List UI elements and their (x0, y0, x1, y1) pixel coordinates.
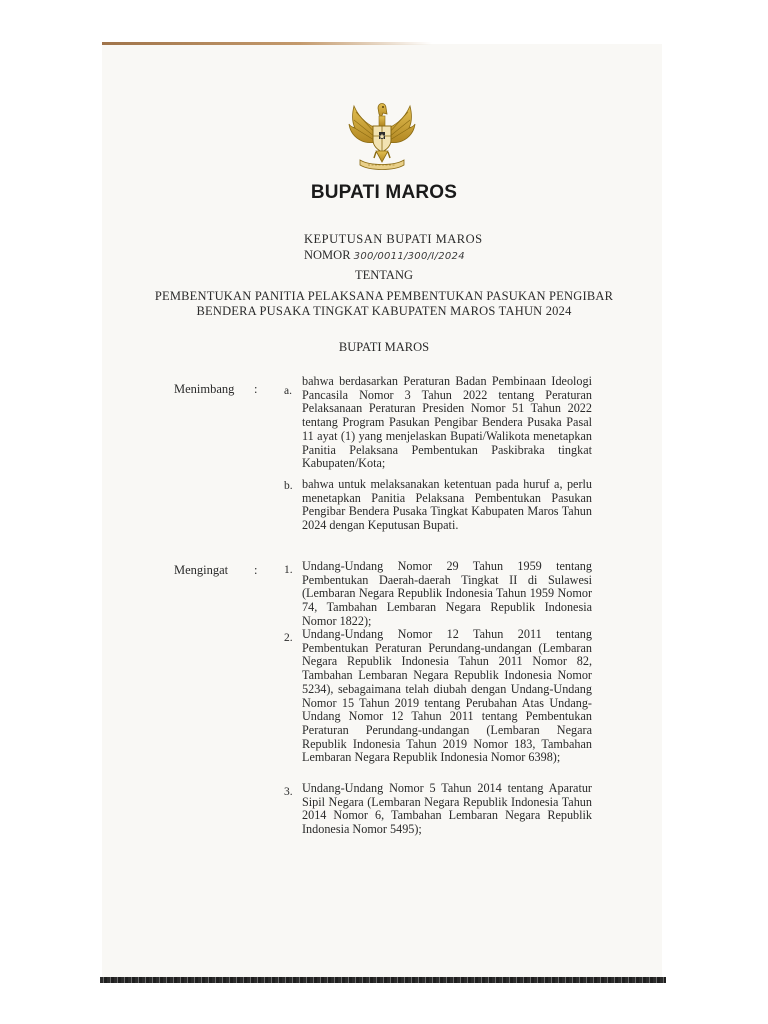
mengingat-colon: : (254, 563, 258, 577)
garuda-pancasila-emblem-icon (346, 96, 418, 178)
list-item: Undang-Undang Nomor 5 Tahun 2014 tentang Aparatur Sipil Negara (Lembaran Negara Republik Indonesia Tahun 2014 Nomor 6, Tambahan Lembaran Negara Republik Indonesia Nomor 5495); (302, 781, 592, 837)
menimbang-colon: : (254, 382, 258, 396)
subject-line: PEMBENTUKAN PANITIA PELAKSANA PEMBENTUKAN PASUKAN PENGIBAR (154, 289, 614, 303)
list-item-marker: a. (284, 385, 292, 397)
list-item: Undang-Undang Nomor 29 Tahun 1959 tentang Pembentukan Daerah-daerah Tingkat II di Sulawesi (Lembaran Negara Republik Indonesia Tahun 1959 Nomor 74, Tambahan Lembaran Negara Republik Indonesia Nomor 1822); (302, 559, 592, 628)
list-item-marker: 1. (284, 564, 293, 576)
document-type: KEPUTUSAN BUPATI MAROS (304, 232, 483, 246)
header-title: BUPATI MAROS (310, 182, 458, 203)
mengingat-label: Mengingat (174, 563, 229, 577)
list-item-marker: 3. (284, 786, 293, 798)
top-scan-edge (102, 42, 432, 45)
menimbang-label: Menimbang (174, 382, 235, 396)
bottom-scan-edge (100, 977, 666, 983)
list-item-marker: 2. (284, 632, 293, 644)
list-item: bahwa untuk melaksanakan ketentuan pada huruf a, perlu menetapkan Panitia Pelaksana Pembentukan Pasukan Pengibar Bendera Pusaka Tingkat Kabupaten Maros Tahun 2024 dengan Keputusan Bupati. (302, 477, 592, 533)
list-item-marker: b. (284, 480, 293, 492)
issuer-heading: BUPATI MAROS (338, 340, 430, 354)
document-number (304, 248, 465, 263)
subject-line: BENDERA PUSAKA TINGKAT KABUPATEN MAROS TAHUN 2024 (196, 304, 572, 318)
list-item: bahwa berdasarkan Peraturan Badan Pembinaan Ideologi Pancasila Nomor 3 Tahun 2022 tentang Peraturan Pelaksanaan Peraturan Presiden Nomor 51 Tahun 2022 tentang Program Pasukan Pengibar Bendera Pusaka Pasal 11 ayat (1) yang menjelaskan Bupati/Walikota menetapkan Panitia Pelaksana Pembentukan Paskibraka tingkat Kabupaten/Kota; (302, 374, 592, 471)
document-number-value: 300/0011/300/I/2024 (353, 251, 465, 262)
list-item: Undang-Undang Nomor 12 Tahun 2011 tentang Pembentukan Peraturan Perundang-undangan (Lembaran Negara Republik Indonesia Tahun 2011 Nomor 82, Tambahan Lembaran Negara Republik Indonesia Nomor 5234), sebagaimana telah diubah dengan Undang-Undang Nomor 15 Tahun 2019 tentang Perubahan Atas Undang-Undang Nomor 12 Tahun 2011 tentang Pembentukan Peraturan Perundang-undangan (Lembaran Negara Republik Indonesia Tahun 2019 Nomor 183, Tambahan Lembaran Negara Republik Indonesia Nomor 6398); (302, 627, 592, 765)
document-number-label: NOMOR (304, 248, 351, 262)
tentang-heading: TENTANG (354, 268, 413, 282)
